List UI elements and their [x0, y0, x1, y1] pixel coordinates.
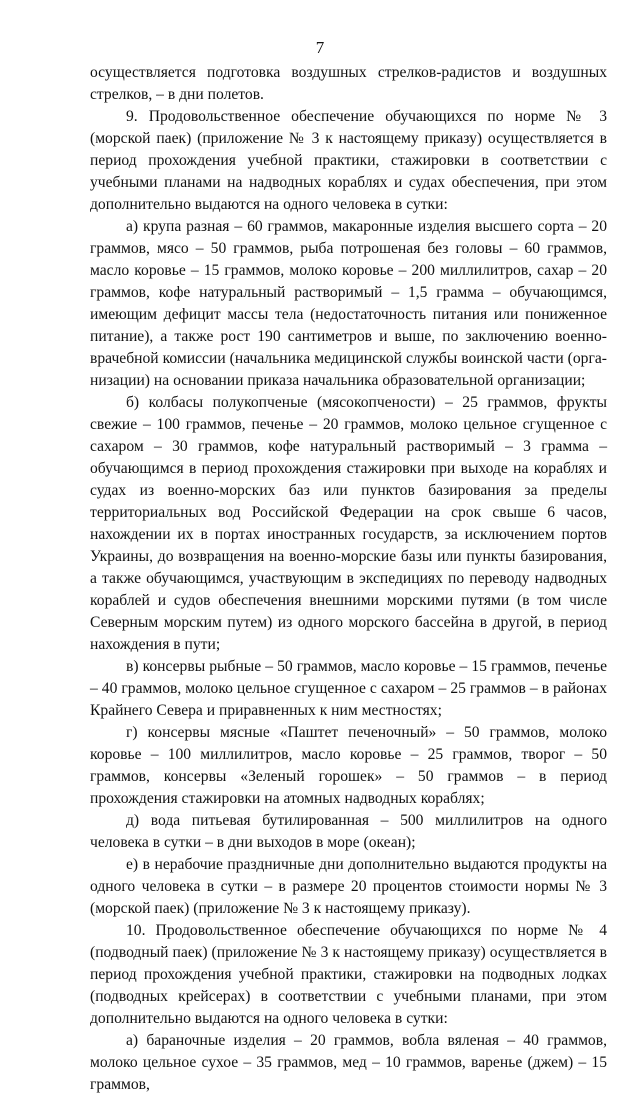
paragraph: е) в нерабочие праздничные дни дополнительно выдаются продукты на одного человека в сутки – в размере 20 процентов стоимости нормы № 3 (морской паек) (приложение № 3 к настоящему приказу). [90, 856, 607, 917]
paragraph: 9. Продовольственное обеспечение обучающихся по норме № 3 (морской паек) (приложение № 3 к настоящему приказу) осуществляется в период прохождения учебной практики, стажировки в соответствии с учебными планами на надводных кораблях и судах обеспечения, при этом дополнительно выдаются на одного человека в сутки: [90, 108, 607, 213]
document-body [90, 62, 607, 1096]
paragraph: в) консервы рыбные – 50 граммов, масло коровье – 15 граммов, печенье – 40 граммов, молоко цельное сгущенное с сахаром – 25 граммов – в районах Крайнего Севера и приравненных к ним местностях; [90, 658, 607, 719]
paragraph: б) колбасы полукопченые (мясокопчености) – 25 граммов, фрукты свежие – 100 граммов, печенье – 20 граммов, молоко цельное сгущенное с сахаром – 30 граммов, кофе натуральный растворимый – 3 грамма – обучающимся в период прохождения стажировки при выходе на кораблях и судах из военно-морских баз или пунктов базирования за пределы территориальных вод Российской Федерации на срок свыше 6 часов, нахождении их в портах иностранных государств, за исключением портов Украины, до возвращения на военно-морские базы или пункты базирования, а также обучающимся, участвующим в экспедициях по переводу надводных кораблей и судов обеспечения внешними морскими путями (в том числе Северным морским путем) из одного морского бассейна в другой, в период нахождения в пути; [90, 394, 607, 653]
paragraph: а) бараночные изделия – 20 граммов, вобла вяленая – 40 граммов, молоко цельное сухое – 35 граммов, мед – 10 граммов, варенье (джем) – 15 граммов, [90, 1032, 607, 1093]
paragraph: осуществляется подготовка воздушных стрелков-радистов и воздушных стрелков, – в дни полетов. [90, 64, 607, 103]
paragraph: д) вода питьевая бутилированная – 500 миллилитров на одного человека в сутки – в дни выходов в море (океан); [90, 812, 607, 851]
paragraph: г) консервы мясные «Паштет печеночный» – 50 граммов, молоко коровье – 100 миллилитров, масло коровье – 25 граммов, творог – 50 граммов, консервы «Зеленый горошек» – 50 граммов – в период прохождения стажировки на атомных надводных кораблях; [90, 724, 607, 807]
paragraph: 10. Продовольственное обеспечение обучающихся по норме № 4 (подводный паек) (приложение № 3 к настоящему приказу) осуществляется в период прохождения учебной практики, стажировки на подводных лодках (подводных крейсерах) в соответствии с учебными планами, при этом дополнительно выдаются на одного человека в сутки: [90, 922, 607, 1027]
paragraph: а) крупа разная – 60 граммов, макаронные изделия высшего сорта – 20 граммов, мясо – 50 граммов, рыба потрошеная без головы – 60 граммов, масло коровье – 15 граммов, молоко коровье – 200 миллилитров, сахар – 20 граммов, кофе натуральный растворимый – 1,5 грамма – обучающимся, имеющим дефицит массы тела (недостаточность питания или пониженное питание), а также рост 190 сантиметров и выше, по заключению военноврачебной комиссии (начальника медицинской службы воинской части (организации) на основании приказа начальника образовательной организации; [90, 218, 607, 389]
page-number: 7 [315, 38, 325, 57]
